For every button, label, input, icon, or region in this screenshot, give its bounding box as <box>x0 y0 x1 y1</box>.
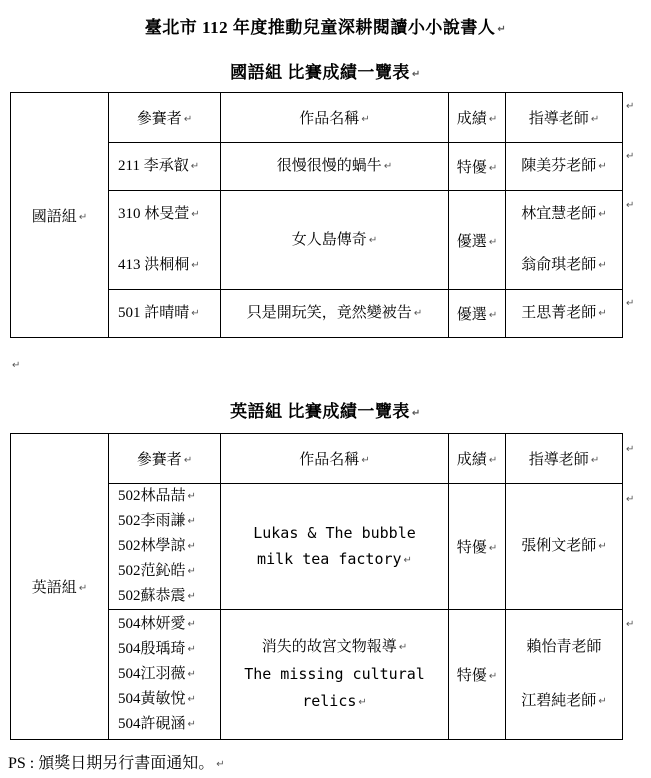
paragraph-mark-icon: ↵ <box>187 541 196 552</box>
paragraph-mark-icon: ↵ <box>488 236 498 248</box>
paragraph-mark-icon: ↵ <box>187 566 196 577</box>
paragraph-mark-icon: ↵ <box>488 543 498 554</box>
participant-name: 502林品喆 ↵ <box>118 488 196 504</box>
header-teacher: 指導老師 ↵ <box>506 434 623 484</box>
paragraph-mark-icon: ↵ <box>411 408 421 419</box>
paragraph-mark-icon: ↵ <box>598 161 607 172</box>
participant-name: 211 李承叡 ↵ <box>118 158 200 174</box>
paragraph-mark-icon: ↵ <box>626 200 635 211</box>
paragraph-mark-icon: ↵ <box>488 455 498 466</box>
participants-cell <box>109 484 221 610</box>
teacher-cell <box>506 484 623 610</box>
participant-name: 502蘇恭震 ↵ <box>118 588 196 604</box>
work-title-line: Lukas & The bubble <box>253 523 416 542</box>
paragraph-mark-icon: ↵ <box>497 24 507 35</box>
paragraph-mark-icon: ↵ <box>626 298 635 309</box>
teacher-cell <box>506 191 623 290</box>
header-score: 成績 ↵ <box>449 93 506 143</box>
paragraph-mark-icon: ↵ <box>361 455 370 466</box>
paragraph-mark-icon: ↵ <box>598 696 607 707</box>
teacher-name: 江碧純老師 ↵ <box>521 693 607 709</box>
paragraph-mark-icon: ↵ <box>190 161 200 172</box>
header-work-title: 作品名稱 ↵ <box>221 434 449 484</box>
group-label: 國語組 ↵ <box>31 208 88 225</box>
paragraph-mark-icon: ↵ <box>598 308 607 319</box>
teacher-cell <box>506 143 623 191</box>
paragraph-mark-icon: ↵ <box>398 641 408 653</box>
participant-name: 504林妍愛 ↵ <box>118 616 196 632</box>
header-participant: 參賽者 ↵ <box>109 93 221 143</box>
participant-name: 310 林旻萱 ↵ <box>118 206 200 222</box>
score-cell <box>449 191 506 290</box>
work-title-cell <box>221 290 449 338</box>
work-title-line: The missing cultural <box>244 664 425 683</box>
paragraph-mark-icon: ↵ <box>78 211 88 223</box>
paragraph-mark-icon: ↵ <box>368 234 378 246</box>
paragraph-mark-icon: ↵ <box>78 583 88 594</box>
score-cell <box>449 484 506 610</box>
paragraph-mark-icon: ↵ <box>411 69 421 80</box>
score-cell <box>449 290 506 338</box>
paragraph-mark-icon: ↵ <box>361 114 370 125</box>
section-title-english: 英語組 比賽成績一覽表 ↵ <box>230 402 421 421</box>
paragraph-mark-icon: ↵ <box>358 696 367 708</box>
score-cell <box>449 143 506 191</box>
teacher-name: 王思菁老師 ↵ <box>521 305 607 321</box>
participants-cell <box>109 610 221 740</box>
paragraph-mark-icon: ↵ <box>598 260 607 271</box>
work-title-line: 消失的故宮文物報導 ↵ <box>261 638 408 655</box>
paragraph-mark-icon: ↵ <box>403 554 412 566</box>
paragraph-mark-icon: ↵ <box>598 541 607 552</box>
work-title-cell <box>221 191 449 290</box>
work-title-line: relics ↵ <box>302 691 367 710</box>
paragraph-mark-icon: ↵ <box>488 163 498 174</box>
paragraph-mark-icon: ↵ <box>216 759 225 770</box>
group-label: 英語組 ↵ <box>31 580 88 596</box>
paragraph-mark-icon: ↵ <box>488 671 498 682</box>
participant-name: 502范鈊皓 ↵ <box>118 563 196 579</box>
paragraph-mark-icon: ↵ <box>187 516 196 527</box>
paragraph-mark-icon: ↵ <box>626 494 635 505</box>
document-title: 臺北市 112 年度推動兒童深耕閱讀小小說書人 ↵ <box>144 18 507 37</box>
work-title-line: 只是開玩笑，竟然變被告 ↵ <box>246 305 423 321</box>
teacher-name: 張俐文老師 ↵ <box>521 538 607 554</box>
paragraph-mark-icon: ↵ <box>187 619 196 630</box>
participant-name: 504許硯涵 ↵ <box>118 716 196 732</box>
teacher-name: 賴怡青老師 <box>526 639 602 655</box>
table-header-row <box>11 434 623 484</box>
work-title-line: 很慢很慢的蝸牛 ↵ <box>276 158 393 174</box>
paragraph-mark-icon: ↵ <box>183 455 193 466</box>
paragraph-mark-icon: ↵ <box>191 308 200 319</box>
teacher-cell <box>506 290 623 338</box>
section-title-mandarin: 國語組 比賽成績一覽表 ↵ <box>230 63 421 82</box>
score-value: 優選 ↵ <box>456 307 498 323</box>
teacher-name: 翁俞琪老師 ↵ <box>521 257 607 273</box>
footer-note: PS : 頒獎日期另行書面通知。 ↵ <box>8 755 225 772</box>
work-title-cell <box>221 610 449 740</box>
group-label-cell <box>11 93 109 338</box>
paragraph-mark-icon: ↵ <box>191 260 200 271</box>
paragraph-mark-icon: ↵ <box>590 114 600 125</box>
score-value: 特優 ↵ <box>456 668 498 684</box>
english-group-table <box>10 433 623 740</box>
paragraph-mark-icon: ↵ <box>626 444 635 455</box>
score-value: 特優 ↵ <box>456 540 498 556</box>
paragraph-mark-icon: ↵ <box>413 308 423 319</box>
participants-cell <box>109 191 221 290</box>
paragraph-mark-icon: ↵ <box>191 209 200 220</box>
teacher-cell <box>506 610 623 740</box>
paragraph-mark-icon: ↵ <box>183 114 193 125</box>
work-title-line: milk tea factory ↵ <box>257 549 412 568</box>
score-value: 特優 ↵ <box>456 160 498 176</box>
header-score: 成績 ↵ <box>449 434 506 484</box>
paragraph-mark-icon: ↵ <box>590 455 600 466</box>
paragraph-mark-icon: ↵ <box>488 114 498 125</box>
paragraph-mark-icon: ↵ <box>626 619 635 630</box>
paragraph-mark-icon: ↵ <box>187 719 196 730</box>
mandarin-group-table <box>10 92 623 338</box>
participant-name: 504江羽薇 ↵ <box>118 666 196 682</box>
paragraph-mark-icon: ↵ <box>187 591 196 602</box>
paragraph-mark-icon: ↵ <box>626 151 635 162</box>
paragraph-mark-icon: ↵ <box>12 360 21 371</box>
paragraph-mark-icon: ↵ <box>187 491 196 502</box>
work-title-cell <box>221 143 449 191</box>
participant-name: 413 洪桐桐 ↵ <box>118 257 200 273</box>
work-title-cell <box>221 484 449 610</box>
participants-cell <box>109 143 221 191</box>
teacher-name: 林宜慧老師 ↵ <box>521 206 607 222</box>
paragraph-mark-icon: ↵ <box>187 644 196 655</box>
group-label-cell <box>11 434 109 740</box>
header-participant: 參賽者 ↵ <box>109 434 221 484</box>
participant-name: 501 許晴晴 ↵ <box>118 305 200 321</box>
paragraph-mark-icon: ↵ <box>383 161 393 172</box>
participant-name: 502林學諒 ↵ <box>118 538 196 554</box>
teacher-name: 陳美芬老師 ↵ <box>521 158 607 174</box>
participant-name: 502李雨謙 ↵ <box>118 513 196 529</box>
work-title-line: 女人島傳奇 ↵ <box>291 231 378 248</box>
paragraph-mark-icon: ↵ <box>488 310 498 321</box>
score-cell <box>449 610 506 740</box>
participant-name: 504黃敏悅 ↵ <box>118 691 196 707</box>
header-teacher: 指導老師 ↵ <box>506 93 623 143</box>
paragraph-mark-icon: ↵ <box>187 694 196 705</box>
participants-cell <box>109 290 221 338</box>
participant-name: 504殷瑀琦 ↵ <box>118 641 196 657</box>
header-work-title: 作品名稱 ↵ <box>221 93 449 143</box>
paragraph-mark-icon: ↵ <box>626 101 635 112</box>
score-value: 優選 ↵ <box>456 233 498 250</box>
paragraph-mark-icon: ↵ <box>598 209 607 220</box>
table-header-row <box>11 93 623 143</box>
paragraph-mark-icon: ↵ <box>187 669 196 680</box>
